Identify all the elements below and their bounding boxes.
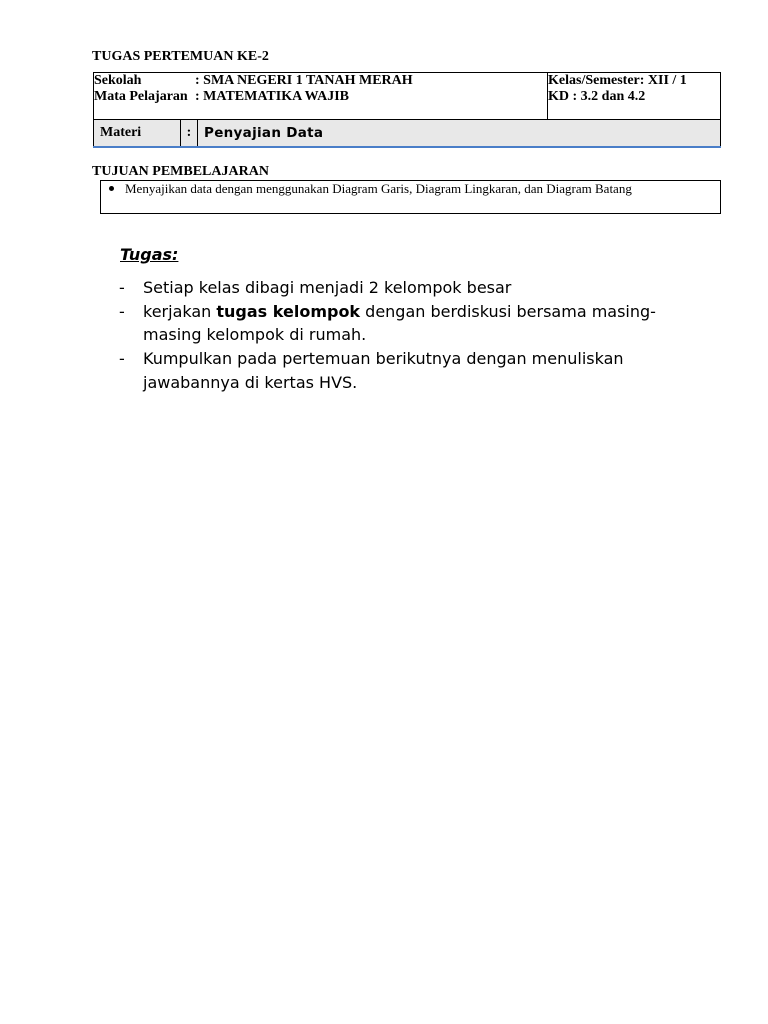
subject-row	[94, 89, 547, 105]
header-table	[93, 72, 721, 148]
learning-objectives-heading: TUJUAN PEMBELAJARAN	[92, 164, 269, 179]
list-item	[119, 276, 679, 300]
learning-objectives-box	[100, 180, 721, 214]
task-heading: Tugas:	[120, 245, 179, 264]
school-value: : SMA NEGERI 1 TANAH MERAH	[195, 73, 413, 88]
materi-colon: :	[181, 120, 198, 148]
dash-bullet: -	[119, 349, 125, 369]
bullet-icon	[109, 186, 114, 191]
task-text-2-bold: tugas kelompok	[216, 301, 361, 321]
school-info-cell	[94, 73, 548, 120]
list-item	[119, 300, 679, 347]
list-item	[119, 347, 679, 394]
task-text-2-pre: kerjakan	[143, 301, 217, 321]
school-row	[94, 73, 547, 89]
kd-value: KD : 3.2 dan 4.2	[548, 89, 646, 104]
class-semester: Kelas/Semester: XII / 1	[548, 73, 687, 88]
task-list	[119, 276, 679, 395]
subject-label: Mata Pelajaran	[94, 89, 188, 104]
school-label: Sekolah	[94, 73, 142, 88]
list-item	[109, 181, 632, 197]
class-info-cell	[548, 73, 721, 120]
dash-bullet: -	[119, 278, 125, 297]
task-text-1: Setiap kelas dibagi menjadi 2 kelompok besar	[143, 278, 512, 297]
dash-bullet: -	[119, 301, 125, 321]
materi-value: Penyajian Data	[198, 120, 721, 148]
subject-value: : MATEMATIKA WAJIB	[195, 89, 350, 104]
materi-label: Materi	[94, 120, 181, 148]
document-title: TUGAS PERTEMUAN KE-2	[92, 49, 269, 64]
task-text-2-post: dengan berdiskusi bersama masing-masing kelompok di rumah.	[143, 301, 656, 345]
task-text-3: Kumpulkan pada pertemuan berikutnya dengan menuliskan jawabannya di kertas HVS.	[143, 349, 624, 392]
objective-text: Menyajikan data dengan menggunakan Diagram Garis, Diagram Lingkaran, dan Diagram Batang	[125, 181, 632, 196]
